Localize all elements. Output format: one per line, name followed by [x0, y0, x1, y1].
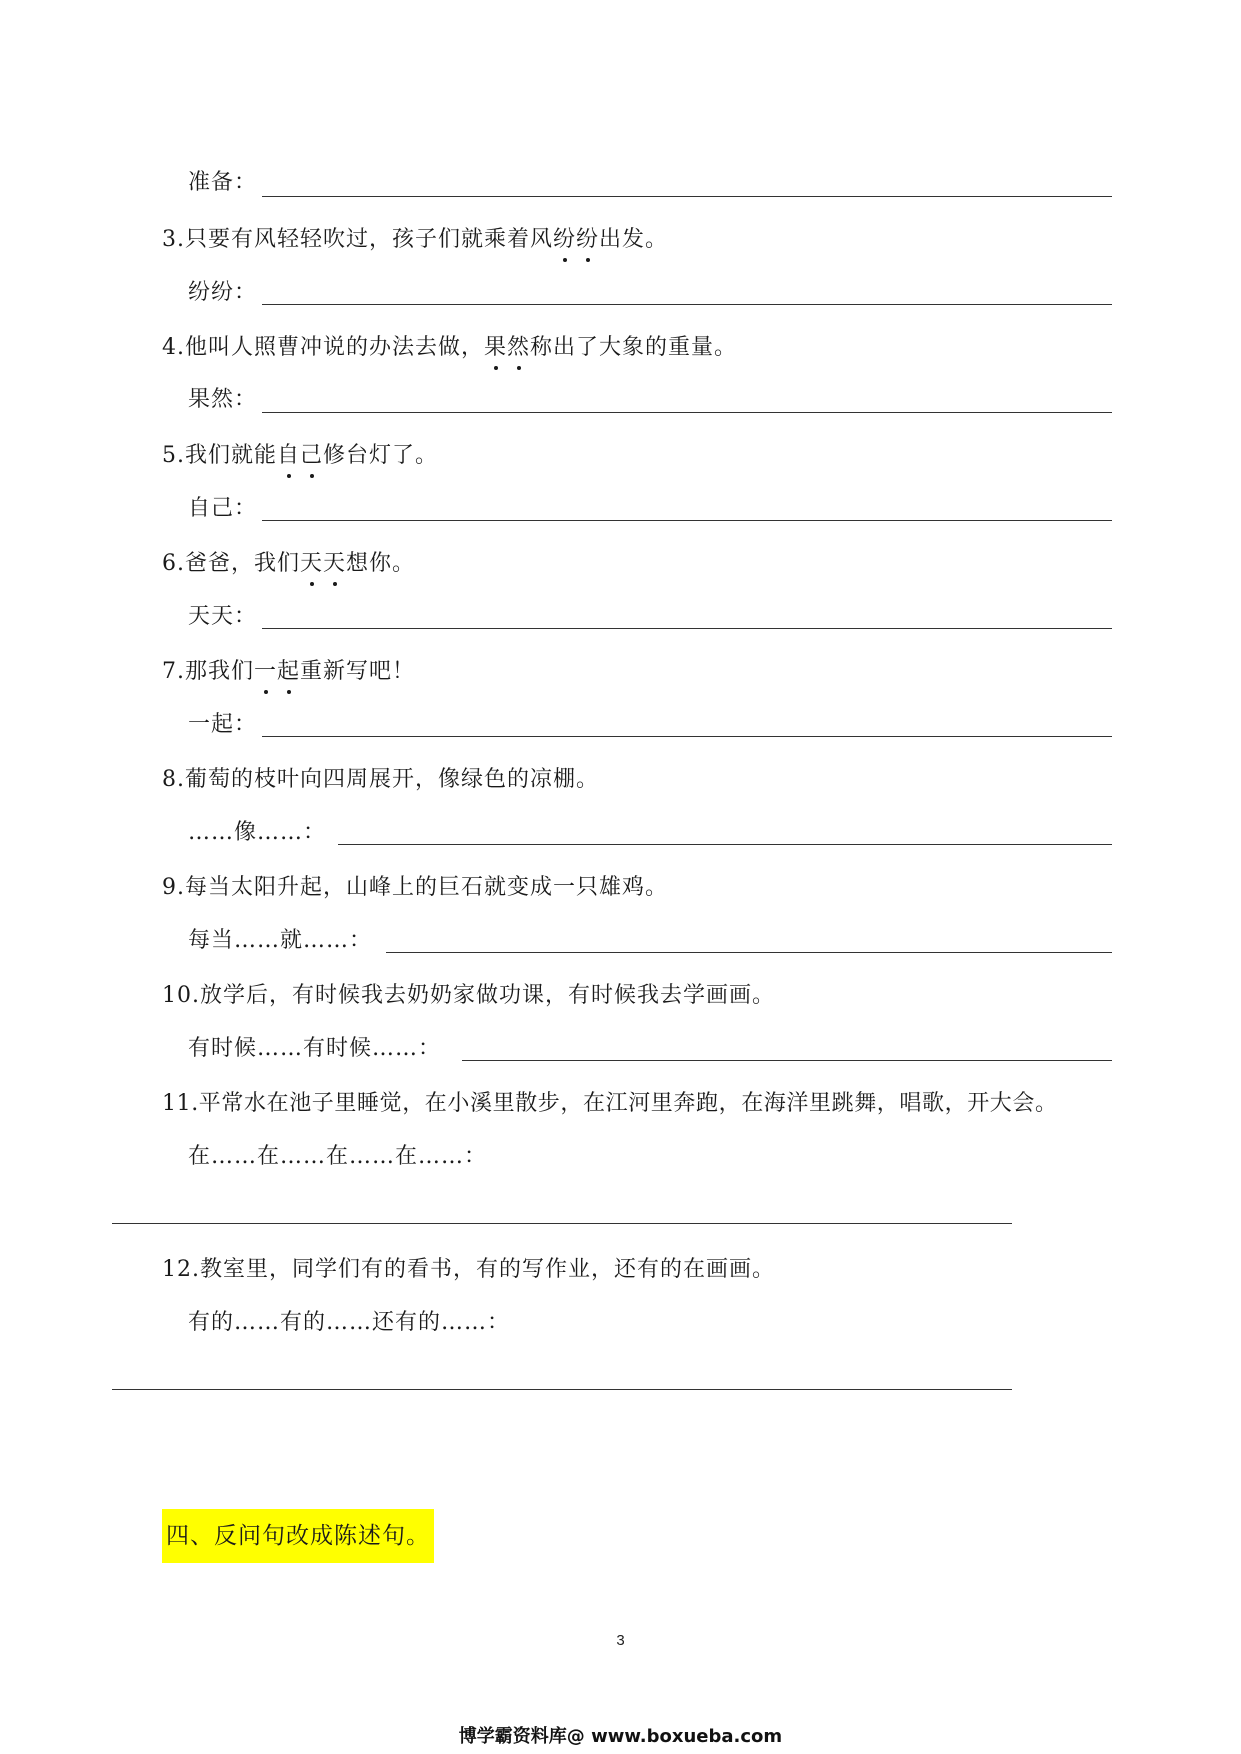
answer-label-5: 自己：: [188, 496, 258, 521]
sentence-5-tail: 修台灯了。: [323, 443, 439, 468]
answer-line-9[interactable]: [386, 952, 1112, 953]
sentence-6-text: 6.爸爸，我们: [162, 551, 300, 576]
emphasis-char: 起: [277, 657, 300, 687]
answer-label-11: 在……在……在……在……：: [188, 1144, 488, 1169]
answer-line-5[interactable]: [262, 520, 1112, 521]
sentence-5-text: 5.我们就能: [162, 443, 277, 468]
sentence-7-text: 7.那我们: [162, 659, 254, 684]
answer-line-4[interactable]: [262, 412, 1112, 413]
answer-label-7: 一起：: [188, 712, 258, 737]
answer-line-11[interactable]: [112, 1223, 1012, 1224]
emphasis-char: 天: [323, 549, 346, 579]
answer-label-prev: 准备：: [188, 170, 258, 195]
footer-watermark: 博学霸资料库@ www.boxueba.com: [458, 1726, 783, 1747]
answer-label-6: 天天：: [188, 604, 258, 629]
sentence-3: [162, 225, 668, 255]
answer-label-10: 有时候……有时候……：: [188, 1036, 442, 1061]
sentence-8: 8.葡萄的枝叶向四周展开，像绿色的凉棚。: [162, 767, 599, 792]
sentence-7-tail: 重新写吧！: [300, 659, 416, 684]
sentence-4-tail: 称出了大象的重量。: [530, 335, 738, 360]
sentence-6-tail: 想你。: [346, 551, 416, 576]
answer-label-9: 每当……就……：: [188, 928, 373, 953]
emphasis-char: 一: [254, 657, 277, 687]
section-heading: 四、反问句改成陈述句。: [162, 1509, 434, 1563]
emphasis-char: 纷: [576, 225, 599, 255]
emphasis-char: 自: [277, 441, 300, 471]
page-number: 3: [616, 1632, 625, 1649]
answer-label-3: 纷纷：: [188, 280, 258, 305]
answer-line-12[interactable]: [112, 1389, 1012, 1390]
answer-label-4: 果然：: [188, 387, 258, 412]
answer-label-8: ……像……：: [188, 820, 327, 845]
sentence-4: [162, 333, 737, 363]
answer-label-12: 有的……有的……还有的……：: [188, 1310, 511, 1335]
answer-line-6[interactable]: [262, 628, 1112, 629]
sentence-11: 11.平常水在池子里睡觉，在小溪里散步，在江河里奔跑，在海洋里跳舞，唱歌，开大会。: [162, 1091, 1058, 1116]
sentence-7: [162, 657, 415, 687]
answer-line-7[interactable]: [262, 736, 1112, 737]
sentence-9: 9.每当太阳升起，山峰上的巨石就变成一只雄鸡。: [162, 875, 668, 900]
sentence-5: [162, 441, 438, 471]
answer-line-3[interactable]: [262, 304, 1112, 305]
emphasis-char: 纷: [553, 225, 576, 255]
answer-line-10[interactable]: [462, 1060, 1112, 1061]
sentence-10: 10.放学后，有时候我去奶奶家做功课，有时候我去学画画。: [162, 983, 775, 1008]
answer-line-prev[interactable]: [262, 196, 1112, 197]
sentence-12: 12.教室里，同学们有的看书，有的写作业，还有的在画画。: [162, 1257, 775, 1282]
sentence-4-text: 4.他叫人照曹冲说的办法去做，: [162, 335, 484, 360]
emphasis-char: 然: [507, 333, 530, 363]
emphasis-char: 果: [484, 333, 507, 363]
emphasis-char: 天: [300, 549, 323, 579]
sentence-3-text: 3.只要有风轻轻吹过，孩子们就乘着风: [162, 227, 553, 252]
sentence-6: [162, 549, 415, 579]
answer-line-8[interactable]: [338, 844, 1112, 845]
emphasis-char: 己: [300, 441, 323, 471]
sentence-3-tail: 出发。: [599, 227, 669, 252]
